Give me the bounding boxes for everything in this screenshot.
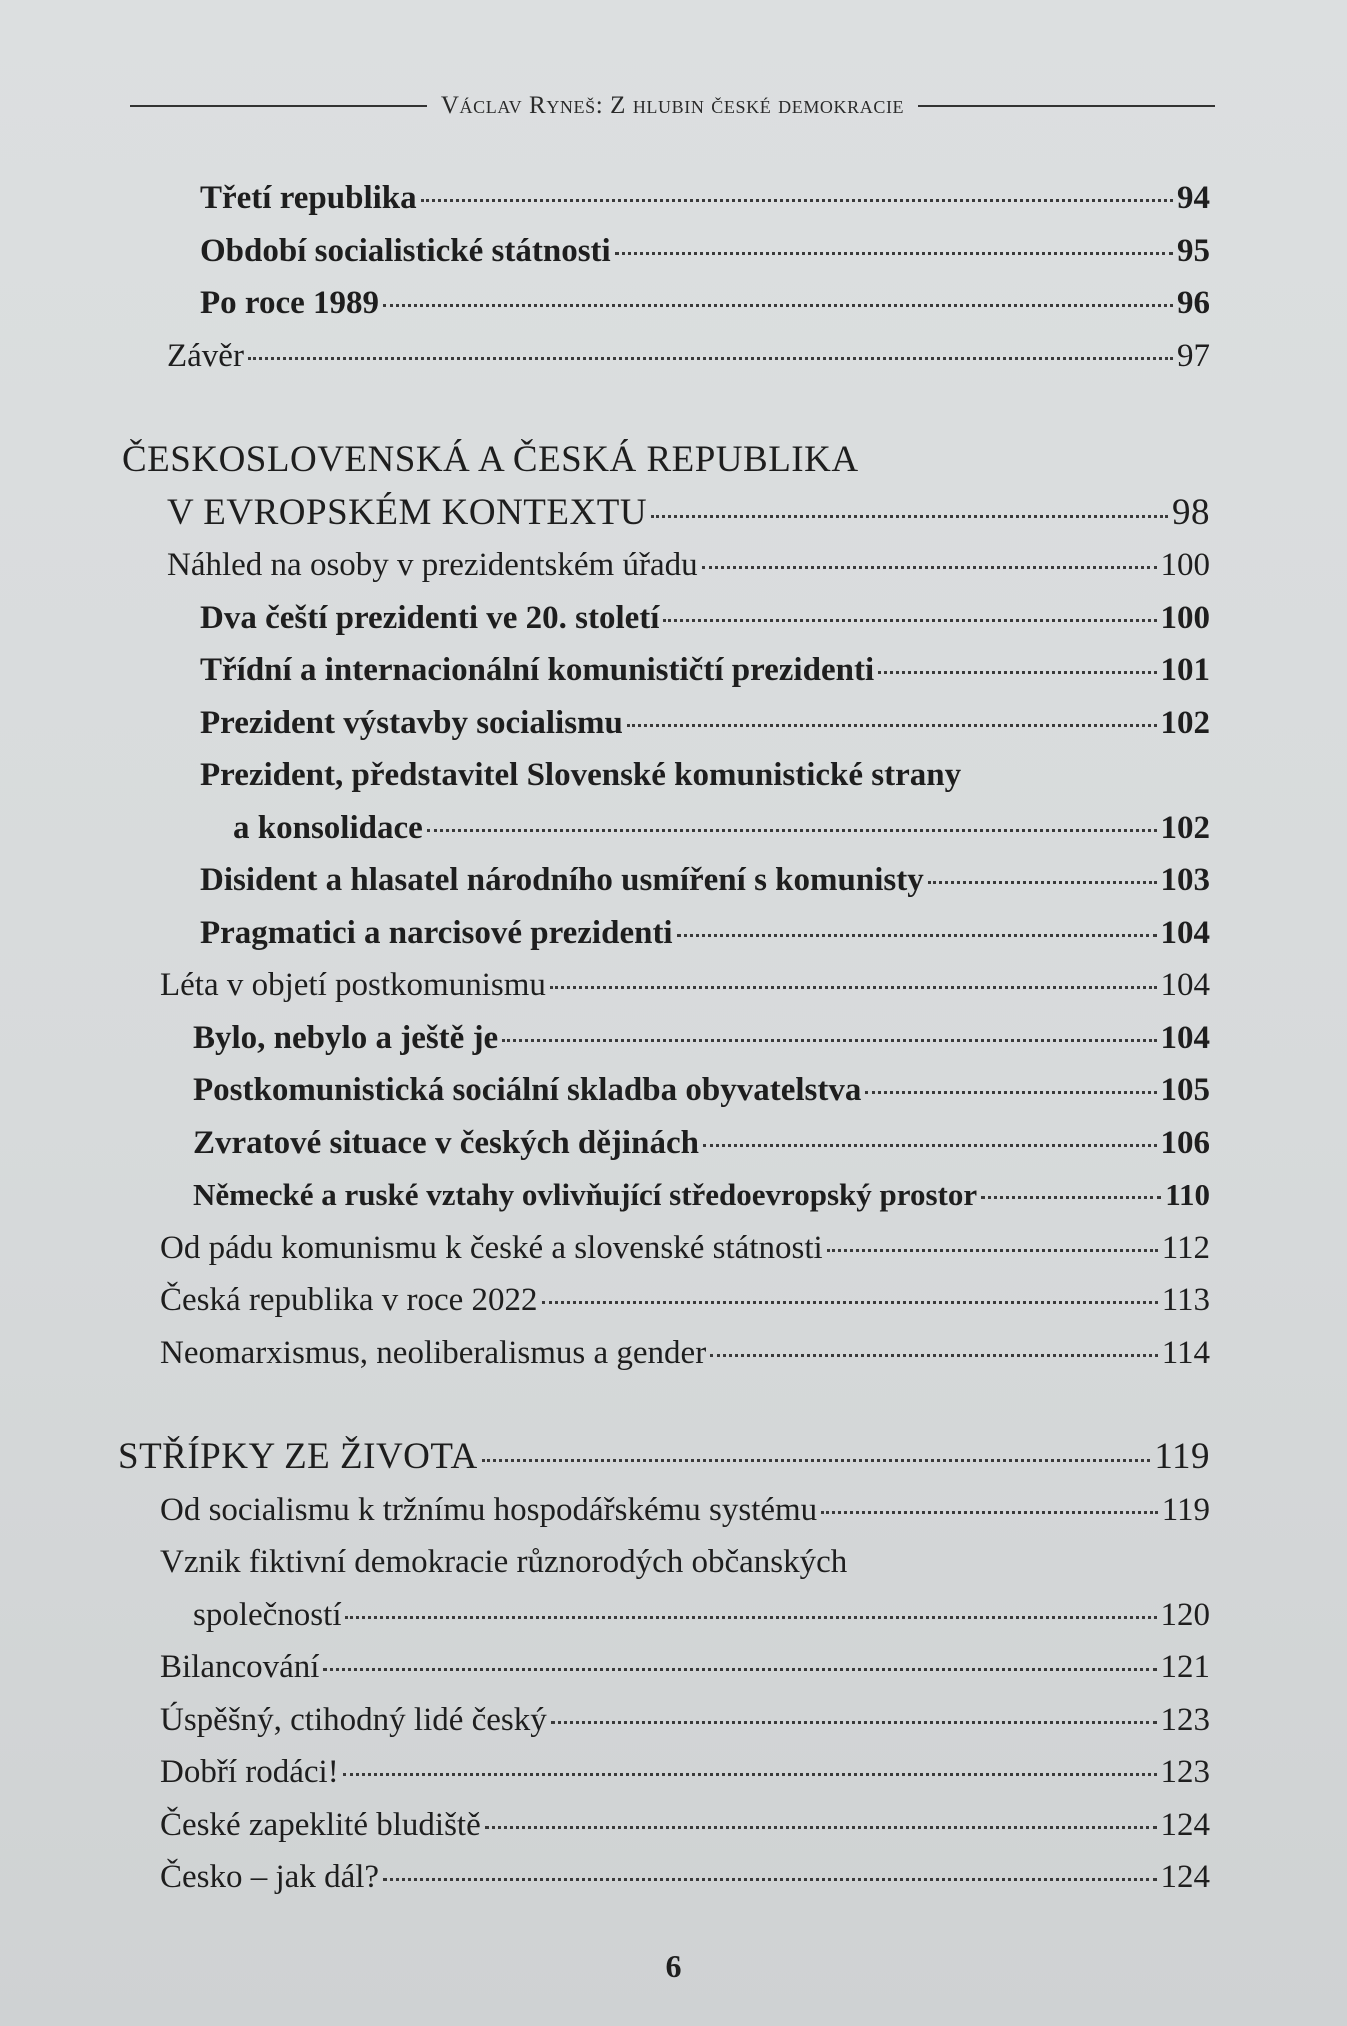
toc-leader-dots: [485, 1825, 1157, 1829]
toc-entry-title: Od socialismu k tržnímu hospodářskému systému: [160, 1491, 818, 1528]
toc-entry-page: 98: [1172, 491, 1210, 533]
page-number: 6: [665, 1948, 682, 1984]
toc-entry-continued[interactable]: [0, 1589, 1347, 1642]
toc-entry-title: Léta v objetí postkomunismu: [160, 967, 546, 1003]
toc-gap: [0, 1379, 1347, 1431]
toc-entry[interactable]: [0, 1641, 1347, 1694]
toc-entry-title: Disident a hlasatel národního usmíření s komunisty: [200, 862, 924, 898]
toc-entry-page: 95: [1177, 232, 1210, 269]
toc-entry[interactable]: [0, 749, 1347, 802]
toc-leader-dots: [703, 1143, 1157, 1147]
toc-entry-page: 124: [1160, 1859, 1210, 1895]
toc-leader-dots: [550, 985, 1157, 989]
toc-leader-dots: [345, 1615, 1156, 1619]
toc-entry-title: Náhled na osoby v prezidentském úřadu: [167, 547, 698, 583]
toc-entry[interactable]: [0, 854, 1347, 907]
toc-entry[interactable]: [0, 277, 1347, 330]
toc-entry-page: 123: [1160, 1754, 1210, 1790]
toc-entry-title: Třídní a internacionální komunističtí prezidenti: [200, 652, 875, 688]
toc-leader-dots: [821, 1510, 1158, 1514]
toc-entry[interactable]: [0, 1327, 1347, 1380]
toc-entry[interactable]: [0, 1222, 1347, 1275]
toc-entry[interactable]: [0, 1064, 1347, 1117]
toc-entry-title: Bylo, nebylo a ještě je: [193, 1019, 499, 1056]
toc-leader-dots: [482, 1458, 1151, 1462]
toc-entry-title: Po roce 1989: [200, 285, 380, 321]
toc-entry[interactable]: [0, 1484, 1347, 1537]
toc-leader-dots: [651, 514, 1168, 518]
running-head-rule-right: [918, 105, 1215, 107]
toc-entry-title: a konsolidace: [233, 809, 423, 846]
toc-leader-dots: [981, 1195, 1161, 1199]
toc-entry-page: 113: [1161, 1282, 1210, 1318]
toc-entry-page: 112: [1161, 1229, 1210, 1266]
toc-entry-page: 123: [1160, 1701, 1210, 1738]
toc-entry[interactable]: [0, 592, 1347, 645]
toc-entry-page: 119: [1154, 1436, 1210, 1477]
toc-entry-page: 94: [1177, 180, 1210, 216]
toc-entry-page: 110: [1165, 1177, 1210, 1212]
toc-entry-page: 104: [1160, 1019, 1210, 1056]
toc-entry[interactable]: [0, 1799, 1347, 1852]
toc-entry-page: 121: [1160, 1649, 1210, 1685]
toc-entry-page: 103: [1160, 862, 1210, 898]
toc-leader-dots: [865, 1090, 1156, 1094]
toc-entry-page: 102: [1160, 704, 1210, 741]
toc-entry-title: Neomarxismus, neoliberalismus a gender: [160, 1334, 707, 1371]
toc-entry[interactable]: [0, 907, 1347, 960]
toc-entry[interactable]: [0, 330, 1347, 383]
toc-leader-dots: [677, 933, 1157, 937]
toc-entry[interactable]: [0, 1694, 1347, 1747]
toc-leader-dots: [710, 1353, 1158, 1357]
toc-leader-dots: [323, 1667, 1156, 1671]
toc-leader-dots: [928, 880, 1157, 884]
toc-entry[interactable]: [0, 1117, 1347, 1170]
toc-entry-page: 102: [1160, 809, 1210, 846]
toc-entry-title: Postkomunistická sociální skladba obyvatelstva: [193, 1072, 862, 1108]
toc-entry-title: České zapeklité bludiště: [160, 1806, 481, 1843]
toc-entry-title: Od pádu komunismu k české a slovenské státnosti: [160, 1229, 823, 1266]
toc-section-title-line2: V EVROPSKÉM KONTEXTU: [167, 491, 648, 533]
toc-entry-page: 114: [1161, 1334, 1210, 1371]
toc-entry-page: 104: [1160, 914, 1210, 951]
toc-entry[interactable]: [0, 1274, 1347, 1327]
toc-entry-page: 120: [1160, 1596, 1210, 1633]
toc-leader-dots: [383, 1877, 1156, 1881]
toc-entry-page: 97: [1177, 337, 1210, 374]
toc-entry-page: 106: [1160, 1124, 1210, 1161]
toc-leader-dots: [627, 723, 1157, 727]
toc-section-title: STŘÍPKY ZE ŽIVOTA: [118, 1436, 478, 1477]
toc-entry[interactable]: [0, 1851, 1347, 1904]
running-head-text: Václav Ryneš: Z hlubin české demokracie: [440, 92, 905, 119]
toc-leader-dots: [542, 1300, 1158, 1304]
toc-entry-title: společností: [193, 1596, 342, 1633]
toc-entry-title: Úspěšný, ctihodný lidé český: [160, 1701, 547, 1738]
toc-entry-title: Závěr: [167, 337, 244, 374]
toc-entry-title: Dobří rodáci!: [160, 1754, 339, 1790]
toc-section-title-line1: ČESKOSLOVENSKÁ A ČESKÁ REPUBLIKA: [122, 439, 859, 480]
running-head-rule-left: [130, 105, 427, 107]
toc-entry-title: Třetí republika: [200, 180, 417, 216]
toc-entry-page: 101: [1160, 652, 1210, 688]
toc-entry-title: Pragmatici a narcisové prezidenti: [200, 914, 673, 951]
toc-leader-dots: [615, 251, 1173, 255]
toc-entry[interactable]: [0, 1169, 1347, 1222]
toc-entry-page: 100: [1160, 599, 1210, 636]
toc-gap: [0, 382, 1347, 434]
toc-entry-page: 104: [1160, 967, 1210, 1003]
toc-leader-dots: [248, 356, 1173, 360]
toc-entry-title: Česko – jak dál?: [160, 1859, 380, 1895]
toc-leader-dots: [427, 828, 1157, 832]
toc-entry-page: 105: [1160, 1072, 1210, 1108]
toc-leader-dots: [878, 670, 1156, 674]
toc-entry-title: Německé a ruské vztahy ovlivňující středoevropský prostor: [193, 1177, 978, 1212]
toc-entry[interactable]: [0, 644, 1347, 697]
toc-leader-dots: [827, 1248, 1158, 1252]
toc-entry-page: 96: [1177, 285, 1210, 321]
toc-leader-dots: [421, 198, 1173, 202]
toc-section-heading[interactable]: [0, 434, 1347, 487]
toc-section-heading-continued[interactable]: [0, 487, 1347, 540]
toc-entry-title: Období socialistické státnosti: [200, 232, 611, 269]
toc-entry-title: Česká republika v roce 2022: [160, 1282, 538, 1318]
toc-entry-title: Prezident, představitel Slovenské komunistické strany: [200, 757, 962, 793]
toc-entry[interactable]: [0, 1746, 1347, 1799]
toc-entry-title: Dva čeští prezidenti ve 20. století: [200, 599, 660, 636]
toc-entry[interactable]: [0, 225, 1347, 278]
toc-leader-dots: [663, 618, 1156, 622]
toc-leader-dots: [343, 1772, 1157, 1776]
running-head: [130, 92, 1215, 120]
toc-leader-dots: [383, 303, 1173, 307]
toc-entry-page: 119: [1161, 1491, 1210, 1528]
toc-entry[interactable]: [0, 539, 1347, 592]
toc-entry-page: 124: [1160, 1806, 1210, 1843]
toc-entry[interactable]: [0, 1536, 1347, 1589]
toc-entry-title: Zvratové situace v českých dějinách: [193, 1124, 699, 1161]
toc-entry-page: 100: [1160, 547, 1210, 583]
toc-entry-continued[interactable]: [0, 802, 1347, 855]
toc-entry-title: Bilancování: [160, 1649, 320, 1685]
toc-leader-dots: [551, 1720, 1157, 1724]
toc-entry-title: Prezident výstavby socialismu: [200, 704, 623, 741]
toc-leader-dots: [502, 1038, 1156, 1042]
toc-entry[interactable]: [0, 1012, 1347, 1065]
toc-entry[interactable]: [0, 172, 1347, 225]
table-of-contents: [0, 172, 1347, 1904]
toc-leader-dots: [702, 565, 1157, 569]
toc-entry-title: Vznik fiktivní demokracie různorodých občanských: [160, 1544, 848, 1580]
toc-entry[interactable]: [0, 959, 1347, 1012]
toc-entry[interactable]: [0, 697, 1347, 750]
toc-section-heading[interactable]: [0, 1431, 1347, 1484]
